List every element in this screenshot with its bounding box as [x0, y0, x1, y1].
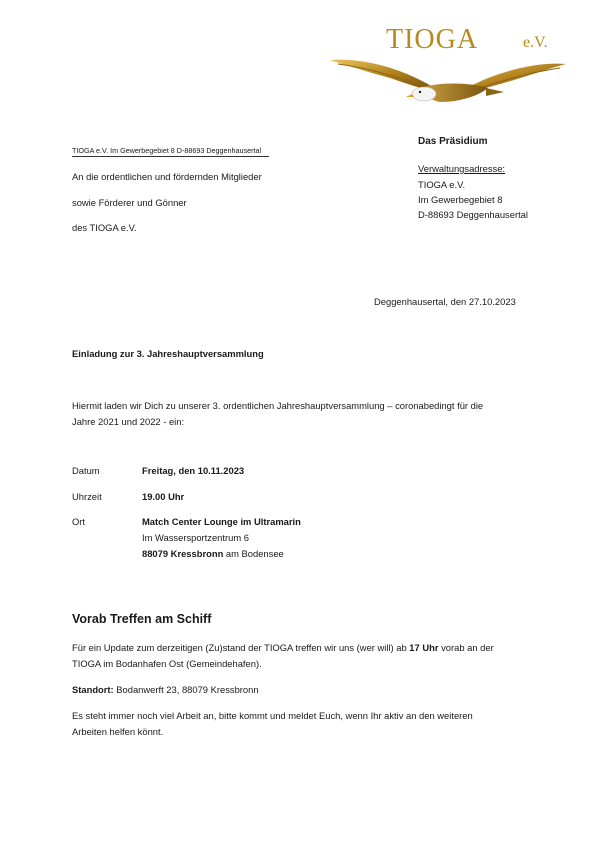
meetup-paragraph-line-1 — [72, 642, 494, 653]
logo-wordmark: TIOGA — [386, 24, 479, 55]
recipient-line-3: des TIOGA e.V. — [72, 222, 137, 233]
place-city — [142, 548, 284, 559]
recipient-line-2: sowie Förderer und Gönner — [72, 197, 187, 208]
date-label: Datum — [72, 465, 100, 476]
sender-return-address: TIOGA e.V. Im Gewerbegebiet 8 D-88693 Deggenhausertal — [72, 146, 269, 157]
location-value: Bodanwerft 23, 88079 Kressbronn — [113, 684, 259, 695]
logo-suffix: e.V. — [523, 34, 548, 51]
time-label: Uhrzeit — [72, 491, 102, 502]
admin-org: TIOGA e.V. — [418, 179, 466, 190]
admin-city: D-88693 Deggenhausertal — [418, 209, 528, 220]
time-value: 19.00 Uhr — [142, 491, 185, 502]
meetup-text-a: Für ein Update zum derzeitigen (Zu)stand der TIOGA treffen wir uns (wer will) ab — [72, 642, 410, 653]
intro-line-1: Hiermit laden wir Dich zu unserer 3. ordentlichen Jahreshauptversammlung – coronabedingt für die — [72, 400, 484, 411]
work-paragraph-line-2: Arbeiten helfen könnt. — [72, 726, 164, 737]
place-city-postcode: 88079 Kressbronn — [142, 548, 224, 559]
admin-street: Im Gewerbegebiet 8 — [418, 194, 503, 205]
date-value: Freitag, den 10.11.2023 — [142, 465, 245, 476]
meetup-paragraph-line-2: TIOGA im Bodanhafen Ost (Gemeindehafen). — [72, 658, 262, 669]
section-heading: Vorab Treffen am Schiff — [72, 612, 212, 626]
recipient-line-1: An die ordentlichen und fördernden Mitglieder — [72, 171, 262, 182]
location-label: Standort: — [72, 684, 114, 695]
subject-line: Einladung zur 3. Jahreshauptversammlung — [72, 348, 264, 359]
meetup-time: 17 Uhr — [409, 642, 439, 653]
meetup-text-b: vorab an der — [438, 642, 494, 653]
place-name: Match Center Lounge im Ultramarin — [142, 516, 301, 527]
admin-address-label: Verwaltungsadresse: — [418, 163, 506, 174]
place-city-rest: am Bodensee — [223, 548, 284, 559]
location-line — [72, 684, 259, 695]
letter-date: Deggenhausertal, den 27.10.2023 — [374, 296, 516, 307]
place-street: Im Wassersportzentrum 6 — [142, 532, 249, 543]
work-paragraph-line-1: Es steht immer noch viel Arbeit an, bitte kommt und meldet Euch, wenn Ihr aktiv an den weiteren — [72, 710, 473, 721]
place-label: Ort — [72, 516, 86, 527]
intro-line-2: Jahre 2021 und 2022 - ein: — [72, 416, 185, 427]
board-title: Das Präsidium — [418, 136, 488, 147]
